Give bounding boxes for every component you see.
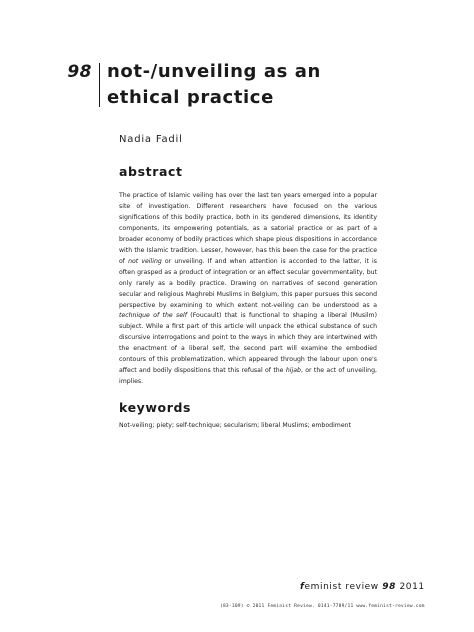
abstract-heading: abstract <box>119 164 183 179</box>
abstract-body <box>119 191 377 388</box>
article-title <box>107 59 437 111</box>
citation-line: (83-109) © 2011 Feminist Review. 0141-7789/11 www.feminist-review.com <box>220 604 425 609</box>
abstract-text: The practice of Islamic veiling has over the last ten years emerged into a popular site of investigation. Different researchers have focused on the various significations of this bodily practice, both in its gendered dimensions, its identity components, its empowering potentials, as a satorial practice or as part of a broader economy of bodily practices which shape pious dispositions in accordance with the Islamic tradition. Lesser, however, has this been the case for the practice of <box>119 192 377 265</box>
abstract-text: , or the act of unveiling, implies. <box>119 367 377 386</box>
journal-title-rest: eminist review <box>304 582 379 592</box>
title-line-1: not-/unveiling as an <box>107 61 321 82</box>
abstract-emphasis: technique of the self <box>119 312 187 320</box>
journal-issue: 98 <box>382 582 396 592</box>
journal-initial: f <box>300 582 305 592</box>
issue-number: 98 <box>67 62 92 82</box>
author-name: Nadia Fadil <box>119 134 183 145</box>
abstract-emphasis: not veiling <box>128 257 162 265</box>
title-line-2: ethical practice <box>107 87 274 108</box>
journal-year: 2011 <box>399 582 425 592</box>
keywords-heading: keywords <box>119 400 192 415</box>
abstract-text: or unveiling. If and when attention is accorded to the latter, it is often grasped as a product of integration or an effect secular governmentality, but only rarely as a bodily practice. Drawing on narratives of second generation secular and religious Maghrebi Muslims in Belgium, this paper pursues this second perspective by examining to which extent not-veiling can be understood as a <box>119 257 377 309</box>
journal-name <box>300 582 425 592</box>
abstract-text: (Foucault) that is functional to shaping a liberal (Musilm) subject. While a first part of this article will unpack the ethical substance of such discursive interrogations and point to the ways in which they are intertwined with the enactment of a liberal self, the second part will examine the embodied contours of this problematization, which appeared through the labour upon one's affect and bodily dispositions that this refusal of the <box>119 312 377 375</box>
abstract-emphasis: hijab <box>285 367 301 375</box>
keywords-list: Not-veiling; piety; self-technique; secularism; liberal Muslims; embodiment <box>119 422 351 429</box>
title-divider <box>99 63 100 107</box>
